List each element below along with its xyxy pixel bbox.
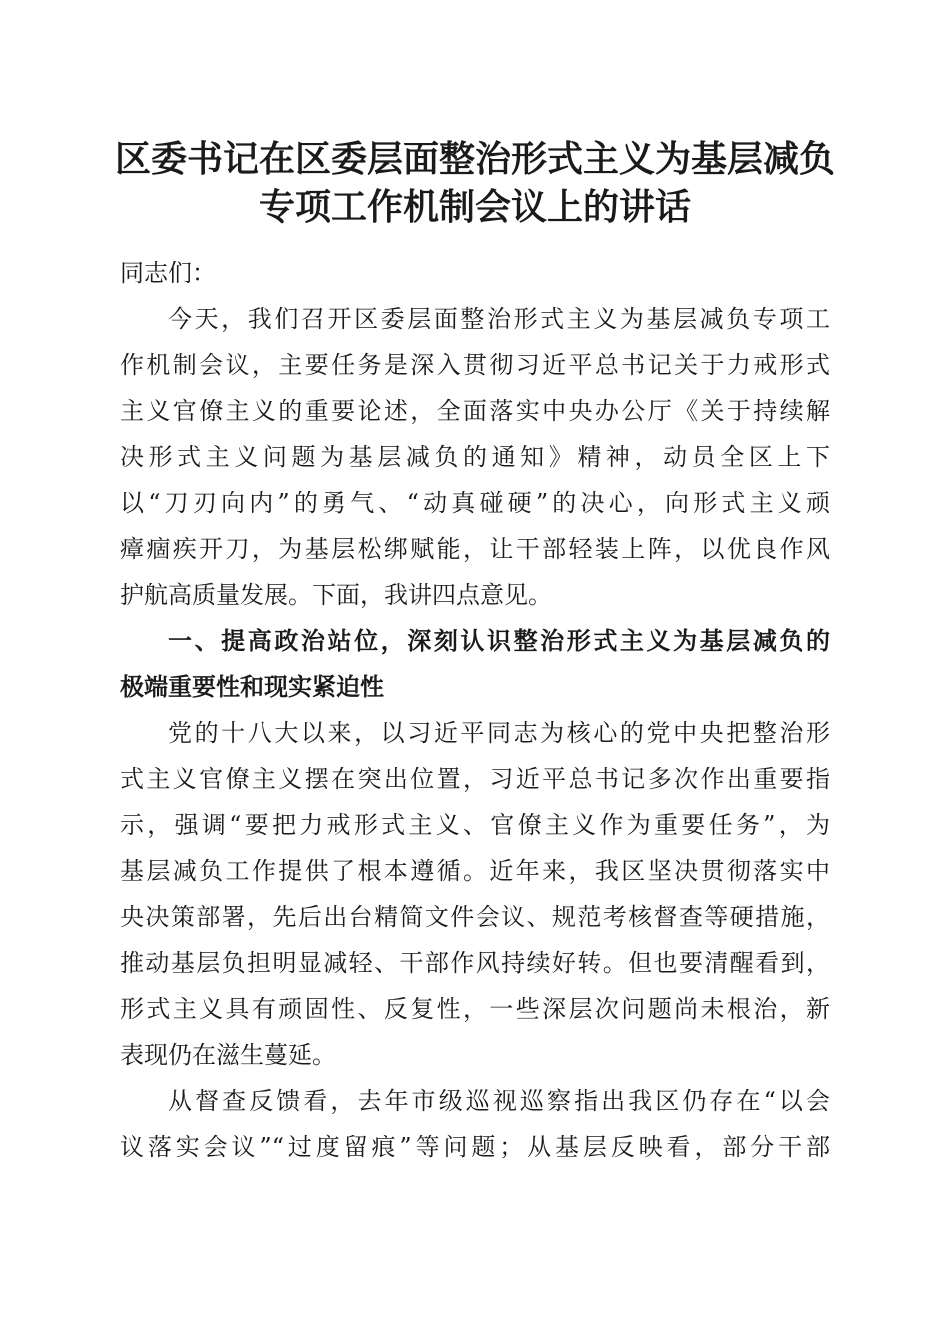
text-line: 议落实会议”“过度留痕”等问题；从基层反映看，部分干部 xyxy=(120,1133,830,1161)
text-line: 决形式主义问题为基层减负的通知》精神，动员全区上下 xyxy=(120,443,830,471)
document-body xyxy=(120,250,830,1170)
paragraph-inspection xyxy=(120,1078,830,1170)
text-line: 作机制会议，主要任务是深入贯彻习近平总书记关于力戒形式 xyxy=(120,351,830,379)
heading-line: 一、提高政治站位，深刻认识整治形式主义为基层减负的 xyxy=(168,627,830,655)
paragraph-background xyxy=(120,710,830,1078)
text-line: 形式主义具有顽固性、反复性，一些深层次问题尚未根治，新 xyxy=(120,995,830,1023)
section-heading-1 xyxy=(120,618,830,710)
text-line: 今天，我们召开区委层面整治形式主义为基层减负专项工 xyxy=(168,305,830,333)
text-line: 推动基层负担明显减轻、干部作风持续好转。但也要清醒看到， xyxy=(120,949,830,977)
document-title xyxy=(60,135,890,231)
paragraph-intro xyxy=(120,296,830,618)
text-line: 瘴痼疾开刀，为基层松绑赋能，让干部轻装上阵，以优良作风 xyxy=(120,535,830,563)
text-line: 式主义官僚主义摆在突出位置，习近平总书记多次作出重要指 xyxy=(120,765,830,793)
text-line: 央决策部署，先后出台精简文件会议、规范考核督查等硬措施， xyxy=(120,903,830,931)
title-line: 区委书记在区委层面整治形式主义为基层减负 xyxy=(114,138,835,180)
title-line: 专项工作机制会议上的讲话 xyxy=(258,186,691,228)
text-line: 护航高质量发展。下面，我讲四点意见。 xyxy=(120,581,552,609)
text-line: 以“刀刃向内”的勇气、“动真碰硬”的决心，向形式主义顽 xyxy=(120,489,830,517)
text-line: 基层减负工作提供了根本遵循。近年来，我区坚决贯彻落实中 xyxy=(120,857,830,885)
text-line: 主义官僚主义的重要论述，全面落实中央办公厅《关于持续解 xyxy=(120,397,830,425)
salutation: 同志们： xyxy=(120,259,216,287)
text-line: 党的十八大以来，以习近平同志为核心的党中央把整治形 xyxy=(168,719,830,747)
text-line: 表现仍在滋生蔓延。 xyxy=(120,1041,336,1069)
text-line: 从督查反馈看，去年市级巡视巡察指出我区仍存在“以会 xyxy=(168,1087,830,1115)
text-line: 示，强调“要把力戒形式主义、官僚主义作为重要任务”，为 xyxy=(120,811,830,839)
heading-line: 极端重要性和现实紧迫性 xyxy=(120,673,384,701)
